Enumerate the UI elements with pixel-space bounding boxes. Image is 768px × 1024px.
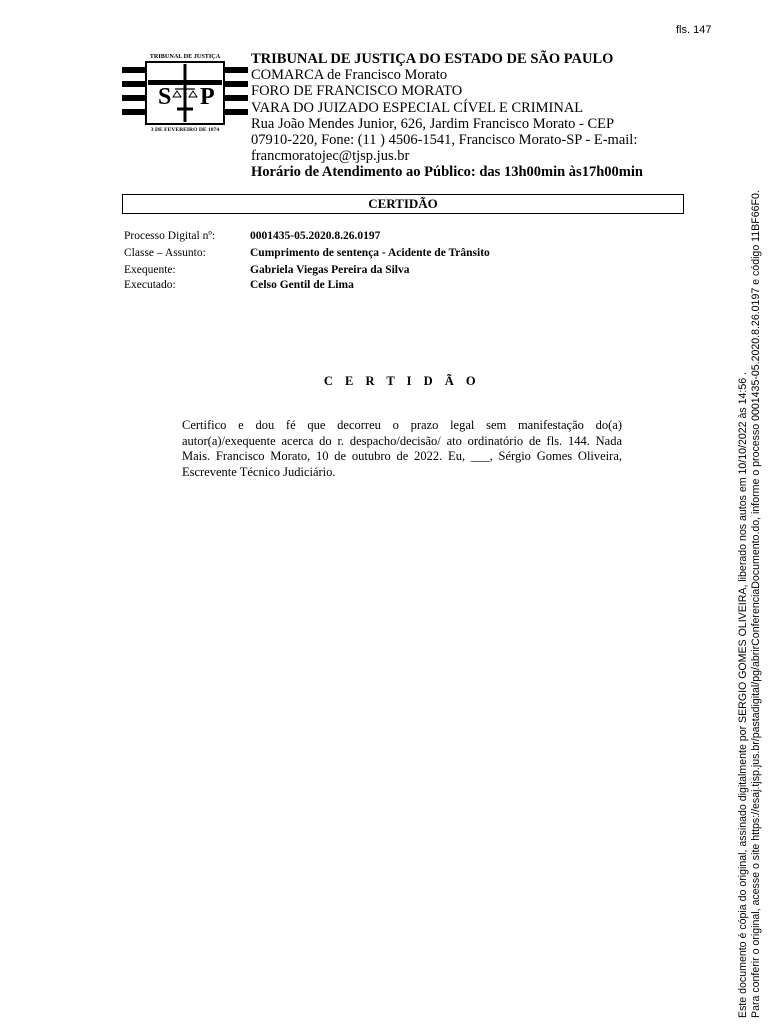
certidao-body: Certifico e dou fé que decorreu o prazo legal sem manifestação do(a) autor(a)/exequente acerca do r. despacho/decisão/ ato ordinatório de fls. 144. Nada Mais. Francisco Morato, 10 de outubro de 2022. Eu, ___, Sérgio Gomes Oliveira, Escrevente Técnico Judiciário. [182,418,622,479]
court-logo [122,45,248,137]
certidao-heading: C E R T I D Ã O [323,374,481,388]
info-value: 0001435-05.2020.8.26.0197 [250,230,381,242]
signature-note-line-2: Para conferir o original, acesse o site https://esaj.tjsp.jus.br/pastadigital/pg/abrirConferenciaDocumento.do, informe o processo 0001435-05.2020.8.26.0197 e código 11BF66F0. [750,190,762,1018]
comarca: COMARCA de Francisco Morato [251,67,448,84]
digital-signature-note [737,158,763,1018]
document-title: CERTIDÃO [122,194,684,214]
info-row [124,228,490,245]
svg-text:S: S [158,84,172,110]
info-value: Cumprimento de sentença - Acidente de Trânsito [250,247,490,259]
vara: VARA DO JUIZADO ESPECIAL CÍVEL E CRIMINAL [251,99,584,116]
foro: FORO DE FRANCISCO MORATO [251,83,463,100]
info-value: Gabriela Viegas Pereira da Silva [250,264,410,276]
info-row [124,277,490,294]
address-line-2: 07910-220, Fone: (11 ) 4506-1541, Francisco Morato-SP - E-mail: [251,132,638,149]
email: francmoratojec@tjsp.jus.br [251,148,410,165]
page-number: fls. 147 [676,24,712,36]
process-info [124,228,490,294]
info-value: Celso Gentil de Lima [250,279,354,291]
office-hours: Horário de Atendimento ao Público: das 13h00min às17h00min [251,164,643,181]
info-label: Processo Digital nº: [124,230,216,242]
signature-note-line-1: Este documento é cópia do original, assinado digitalmente por SERGIO GOMES OLIVEIRA, liberado nos autos em 10/10/2022 às 14:56 . [737,372,749,1018]
info-label: Classe – Assunto: [124,247,206,259]
address-line-1: Rua João Mendes Junior, 626, Jardim Francisco Morato - CEP [251,115,615,132]
info-row [124,245,490,262]
court-header [251,51,691,181]
logo-top-text: TRIBUNAL DE JUSTIÇA [149,53,221,60]
svg-text:P: P [200,84,215,110]
court-name: TRIBUNAL DE JUSTIÇA DO ESTADO DE SÃO PAULO [251,51,614,67]
logo-bottom-text: 3 DE FEVEREIRO DE 1874 [150,127,220,133]
info-label: Executado: [124,279,176,291]
info-label: Exequente: [124,264,176,276]
